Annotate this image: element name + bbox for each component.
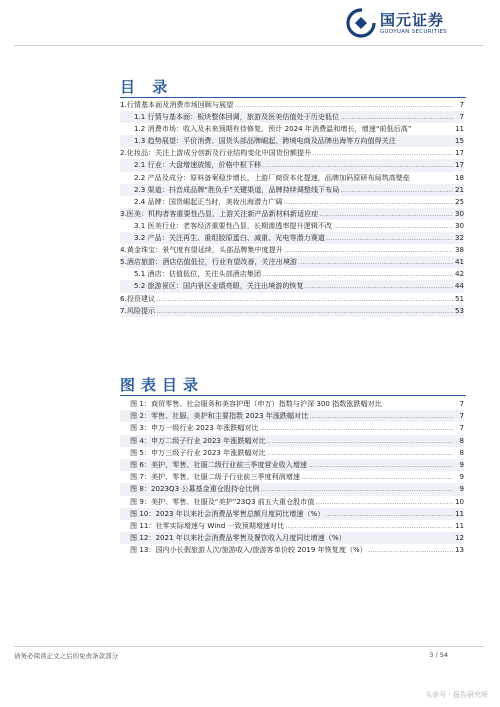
toc-entry[interactable]: 1.1 行情与基本面：板块整体回调，旅游及医美估值处于历史低位 ..... 7 [120, 111, 464, 123]
figure-entry[interactable]: 图 4：申万二级子行业 2023 年涨跌幅对比 ..... 8 [120, 435, 464, 447]
figure-entry[interactable]: 图 12：2021 年以来社会消费品零售及餐饮收入月度同比增速（%） 12 [120, 532, 464, 544]
toc-entry[interactable]: 2.化妆品：关注上游成分创新及行业结构变化中国货份额提升 ..... 17 [120, 147, 464, 159]
logo-emblem-icon [346, 8, 376, 38]
watermark: 头条号 · 报告研究所 [425, 691, 488, 699]
logo-text-cn: 国元证券 [380, 10, 445, 29]
toc-entry[interactable]: 1.2 消费市场：收入及未来预期有待修复，预计 2024 年消费温和增长，增速“前低后高” 11 [134, 124, 464, 134]
toc-entry[interactable]: 6.投资建议 ..... 51 [120, 293, 464, 305]
toc-title: 目 录 [120, 78, 174, 96]
footer-divider [14, 646, 484, 647]
toc-entry[interactable]: 2.3 渠道：抖音成品牌“胜负手”关键渠道，品牌持续调整线下布局 ..... 21 [120, 184, 464, 196]
figure-entry[interactable]: 图 2：零售、社服、美护和主要指数 2023 年涨跌幅对比 ..... 7 [120, 410, 464, 422]
toc-entry[interactable]: 4.黄金珠宝：景气度有望延续，头部品牌集中度提升 ..... 38 [120, 244, 464, 256]
toc-entry[interactable]: 1.3 趋势展望：平价消费、国货头部品牌崛起、跨境电商及品牌出海等方向值得关注 15 [120, 135, 464, 147]
toc-entry[interactable]: 5.1 酒店：估值低位，关注头部酒店集团 ..... 42 [120, 268, 464, 280]
toc-title-underline [120, 97, 466, 98]
figure-entry[interactable]: 图 10：2023 年以来社会消费品零售总额月度同比增速（%） ..... 11 [120, 508, 464, 520]
toc-entry[interactable]: 3.1 医美行业：老客经济重要性凸显，长期渗透率提升逻辑不改 ..... 30 [120, 220, 464, 232]
toc-entry[interactable]: 7.风险提示 ..... 53 [120, 305, 464, 317]
toc-entry[interactable]: 2.4 品牌：国货崛起正当时，美妆出海潜力广阔 ..... 25 [120, 196, 464, 208]
toc-list [120, 99, 464, 317]
figure-entry[interactable]: 图 11：社零实际增速与 Wind 一致预期增速对比 ..... 11 [120, 520, 464, 532]
toc-entry[interactable]: 1.行情基本面及消费市场回顾与展望 ..... 7 [120, 99, 464, 111]
figure-list [120, 398, 464, 557]
figure-entry[interactable]: 图 3：申万一级行业 2023 年涨跌幅对比 ..... 7 [120, 422, 464, 434]
toc-entry[interactable]: 2.2 产品及成分：原料备案稳步增长，上游厂商资本化提速，品牌加码原研布局筑高壁垒 18 [134, 172, 464, 182]
toc-entry[interactable]: 3.2 产品：关注再生、重组胶原蛋白、减重、光电等潜力赛道 ..... 32 [120, 232, 464, 244]
header-divider [14, 45, 484, 46]
figure-entry[interactable]: 图 1：商贸零售、社会服务和美容护理（申万）指数与沪深 300 指数涨跌幅对比 7 [130, 399, 464, 408]
footer-disclaimer: 请务必阅读正文之后的免责条款部分 [14, 652, 118, 660]
figure-entry[interactable]: 图 6：美护、零售、社服二级行业前三季度营业收入增速 ..... 9 [120, 459, 464, 471]
figure-entry[interactable]: 图 7：美护、零售、社服二级子行业前三季度利润增速 ..... 9 [120, 471, 464, 483]
figure-entry[interactable]: 图 13：国内小长假旅游人次/旅游收入/旅游客单价较 2019 年恢复度（%） ..... 13 [120, 544, 464, 556]
toc-entry[interactable]: 3.医美：机构者客重要性凸显，上游关注新产品新材料新适应症 ..... 30 [120, 208, 464, 220]
logo-text-en: GUOYUAN SECURITIES [380, 28, 447, 35]
page-number: 3 / 54 [429, 651, 448, 659]
toc-entry[interactable]: 5.2 旅游景区：国内景区业绩亮眼，关注出境游的恢复 ..... 44 [120, 280, 464, 292]
figures-title: 图表目录 [120, 376, 205, 394]
company-logo [346, 8, 447, 38]
figure-entry[interactable]: 图 9：美护、零售、社服及“美护”23Q3 前五大重仓股市值 ..... 10 [120, 496, 464, 508]
toc-entry[interactable]: 5.酒店旅游：酒店估值低位，行业有望改善，关注出境游 ..... 41 [120, 256, 464, 268]
toc-entry[interactable]: 2.1 行业：大盘增速放缓，价格中枢下移 ..... 17 [120, 159, 464, 171]
figures-title-underline [120, 395, 466, 396]
figure-entry[interactable]: 图 5：申万三级子行业 2023 年涨跌幅对比 ..... 8 [120, 447, 464, 459]
figure-entry[interactable]: 图 8：2023Q3 公募基金重仓股持仓比例 ..... 9 [120, 483, 464, 495]
